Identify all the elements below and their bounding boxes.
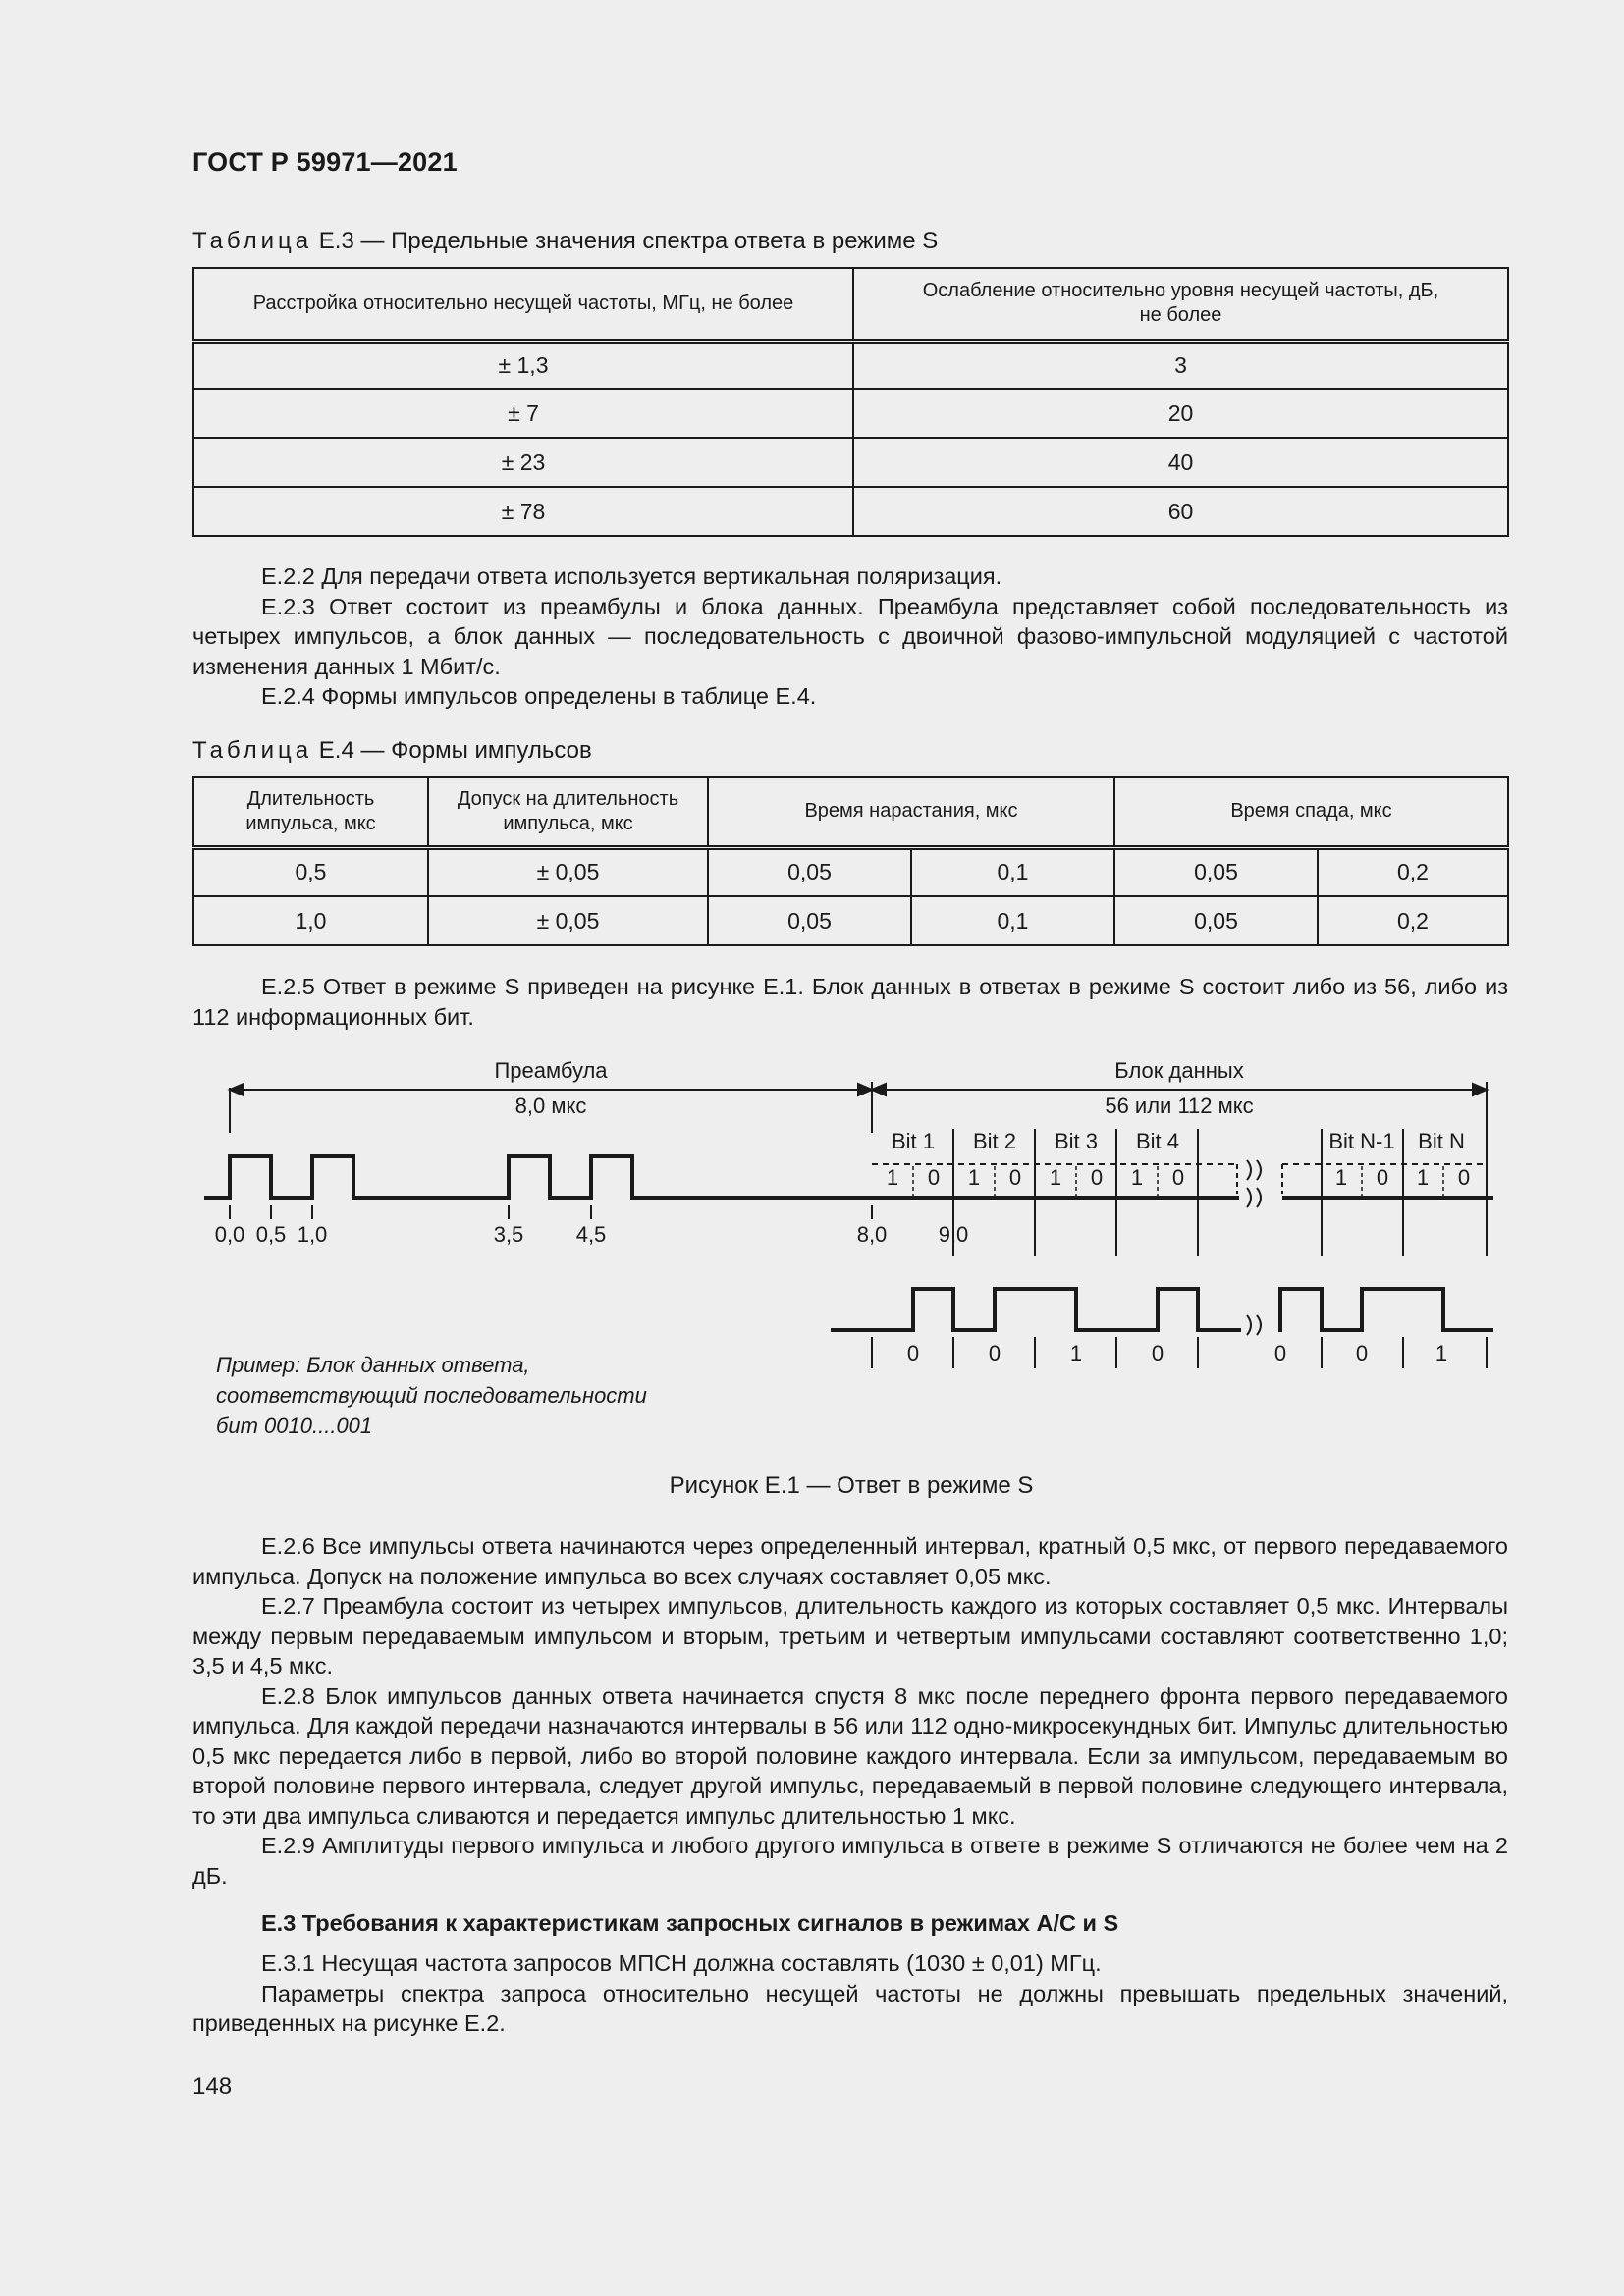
paragraph: Е.2.9 Амплитуды первого импульса и любого другого импульса в ответе в режиме S отличаются не более чем на 2 дБ. — [192, 1833, 1508, 1889]
table-cell: ± 1,3 — [193, 341, 853, 389]
table-cell: 0,2 — [1318, 847, 1508, 896]
table-cell: 0,05 — [708, 847, 911, 896]
paragraph-block — [192, 1531, 1508, 1891]
header-line: импульса, мкс — [245, 812, 376, 834]
table-e4-header-duration — [193, 777, 428, 847]
table-e4-header-fall: Время спада, мкс — [1114, 777, 1508, 847]
chip-value: 1 — [967, 1165, 981, 1190]
table-cell: 0,1 — [911, 896, 1114, 945]
table-caption-prefix: Таблица — [192, 737, 313, 764]
bit-label: Bit N — [1418, 1129, 1465, 1153]
table-cell: 0,2 — [1318, 896, 1508, 945]
table-cell: 40 — [853, 438, 1508, 487]
table-e3-header-offset: Расстройка относительно несущей частоты, МГц, не более — [193, 268, 853, 341]
table-cell: ± 23 — [193, 438, 853, 487]
header-line: Ослабление относительно уровня несущей частоты, дБ, — [922, 280, 1439, 302]
chip-value: 1 — [1334, 1165, 1348, 1190]
paragraph: Е.2.7 Преамбула состоит из четырех импульсов, длительность каждого из которых составляет 0,5 мкс. Интервалы между первым передаваемым импульсом и вторым, третьим и четвертым импульсами составляют соответственно 1,0; 3,5 и 4,5 мкс. — [192, 1593, 1508, 1679]
table-row — [193, 438, 1508, 487]
chip-value: 0 — [1090, 1165, 1104, 1190]
bit-label: Bit 1 — [891, 1129, 936, 1153]
table-cell: 0,5 — [193, 847, 428, 896]
table-caption-prefix: Таблица — [192, 228, 313, 254]
example-bit: 1 — [1435, 1341, 1448, 1365]
example-bit: 0 — [906, 1341, 920, 1365]
reply-signal-waveform — [204, 1156, 1239, 1198]
table-cell: 0,1 — [911, 847, 1114, 896]
paragraph-block — [192, 1949, 1508, 2039]
example-bit: 0 — [1151, 1341, 1164, 1365]
chip-value: 0 — [1008, 1165, 1022, 1190]
time-tick-label: 1,0 — [297, 1222, 328, 1247]
chip-value: 0 — [1171, 1165, 1185, 1190]
paragraph: Е.2.5 Ответ в режиме S приведен на рисунке Е.1. Блок данных в ответах в режиме S состоит либо из 56, либо из 112 информационных бит. — [192, 974, 1508, 1030]
table-e3-header-attenuation — [853, 268, 1508, 341]
table-e4-header-rise: Время нарастания, мкс — [708, 777, 1114, 847]
bit-label: Bit 3 — [1054, 1129, 1099, 1153]
table-row — [193, 847, 1508, 896]
table-row — [193, 341, 1508, 389]
table-cell: 0,05 — [1114, 847, 1318, 896]
table-caption-text: Е.3 — Предельные значения спектра ответа в режиме S — [312, 228, 939, 254]
header-line: Допуск на длительность — [457, 787, 679, 810]
time-tick-label: 0,0 — [214, 1222, 245, 1247]
time-tick-label: 0,5 — [255, 1222, 287, 1247]
break-marks — [1247, 1160, 1261, 1335]
table-e4-caption — [192, 737, 592, 765]
example-waveform-tail — [1278, 1289, 1493, 1330]
table-cell: ± 78 — [193, 487, 853, 536]
bit-label: Bit N-1 — [1328, 1129, 1395, 1153]
example-waveform — [831, 1289, 1241, 1330]
preamble-duration: 8,0 мкс — [514, 1094, 587, 1118]
table-cell: 0,05 — [1114, 896, 1318, 945]
table-row — [193, 896, 1508, 945]
header-line: импульса, мкс — [503, 812, 633, 834]
paragraph-block — [192, 561, 1508, 712]
paragraph: Е.2.6 Все импульсы ответа начинаются через определенный интервал, кратный 0,5 мкс, от первого передаваемого импульса. Допуск на положение импульса во всех случаях составляет 0,05 мкс. — [192, 1533, 1508, 1589]
table-cell: ± 0,05 — [428, 847, 708, 896]
paragraph: Параметры спектра запроса относительно несущей частоты не должны превышать предельных значений, приведенных на рисунке Е.2. — [192, 1980, 1508, 2036]
header-line: Длительность — [246, 787, 375, 810]
paragraph: Е.2.4 Формы импульсов определены в таблице Е.4. — [261, 683, 817, 709]
table-cell: 20 — [853, 389, 1508, 438]
paragraph-block — [192, 972, 1508, 1032]
chip-value: 0 — [927, 1165, 941, 1190]
time-tick-label: 8,0 — [856, 1222, 888, 1247]
table-cell: ± 0,05 — [428, 896, 708, 945]
bit-label: Bit 2 — [972, 1129, 1017, 1153]
example-bit-dividers — [872, 1337, 1487, 1368]
table-e4-header-tolerance — [428, 777, 708, 847]
table-e3-caption — [192, 228, 938, 255]
table-cell: ± 7 — [193, 389, 853, 438]
preamble-label: Преамбула — [494, 1058, 608, 1083]
paragraph: Е.2.3 Ответ состоит из преамбулы и блока данных. Преамбула представляет собой последовательность из четырех импульсов, а блок данных — последовательность с двоичной фазово-импульсной модуляцией с частотой изменения данных 1 Мбит/с. — [192, 593, 1508, 679]
chip-value: 1 — [1049, 1165, 1062, 1190]
data-block-label: Блок данных — [1114, 1058, 1244, 1083]
chip-value: 0 — [1376, 1165, 1389, 1190]
section-heading: Е.3 Требования к характеристикам запросных сигналов в режимах А/С и S — [261, 1910, 1119, 1936]
time-tick-marks — [230, 1205, 953, 1219]
paragraph: Е.2.2 Для передачи ответа используется вертикальная поляризация. — [261, 563, 1002, 589]
example-bit: 0 — [1273, 1341, 1287, 1365]
chip-value: 1 — [1130, 1165, 1144, 1190]
table-row — [193, 389, 1508, 438]
paragraph: Е.2.8 Блок импульсов данных ответа начинается спустя 8 мкс после переднего фронта первого передаваемого импульса. Для каждой передачи назначаются интервалы в 56 или 112 одно-микросекундных бит. Импульс длительностью 0,5 мкс передается либо в первой, либо во второй половине каждого интервала. Если за импульсом, передаваемым во второй половине первого интервала, следует другой импульс, передаваемый в первой половине следующего интервала, то эти два импульса сливаются и передается импульс длительностью 1 мкс. — [192, 1682, 1508, 1829]
table-cell: 0,05 — [708, 896, 911, 945]
example-bit: 1 — [1069, 1341, 1083, 1365]
example-bit: 0 — [1355, 1341, 1369, 1365]
bit-label: Bit 4 — [1135, 1129, 1180, 1153]
table-cell: 60 — [853, 487, 1508, 536]
table-e4 — [192, 776, 1509, 946]
table-cell: 1,0 — [193, 896, 428, 945]
document-header: ГОСТ Р 59971—2021 — [192, 147, 458, 177]
table-cell: 3 — [853, 341, 1508, 389]
table-row — [193, 487, 1508, 536]
example-caption-line: Пример: Блок данных ответа, — [216, 1353, 530, 1377]
time-tick-label: 4,5 — [575, 1222, 607, 1247]
figure-e1-diagram — [192, 1050, 1518, 1463]
example-bit: 0 — [988, 1341, 1001, 1365]
time-tick-label: 9,0 — [938, 1222, 969, 1247]
data-block-duration: 56 или 112 мкс — [1105, 1094, 1254, 1118]
header-line: не более — [1139, 304, 1222, 327]
chip-value: 1 — [1416, 1165, 1430, 1190]
chip-value: 0 — [1457, 1165, 1471, 1190]
example-caption-line: соответствующий последовательности — [216, 1383, 647, 1408]
paragraph: Е.3.1 Несущая частота запросов МПСН должна составлять (1030 ± 0,01) МГц. — [261, 1950, 1102, 1976]
table-e3 — [192, 267, 1509, 537]
page-number: 148 — [192, 2073, 233, 2100]
example-caption-line: бит 0010....001 — [216, 1414, 373, 1438]
section-block — [192, 1908, 1508, 1939]
figure-caption: Рисунок Е.1 — Ответ в режиме S — [669, 1472, 1034, 1499]
time-tick-label: 3,5 — [493, 1222, 524, 1247]
table-caption-text: Е.4 — Формы импульсов — [312, 737, 592, 764]
chip-value: 1 — [886, 1165, 899, 1190]
